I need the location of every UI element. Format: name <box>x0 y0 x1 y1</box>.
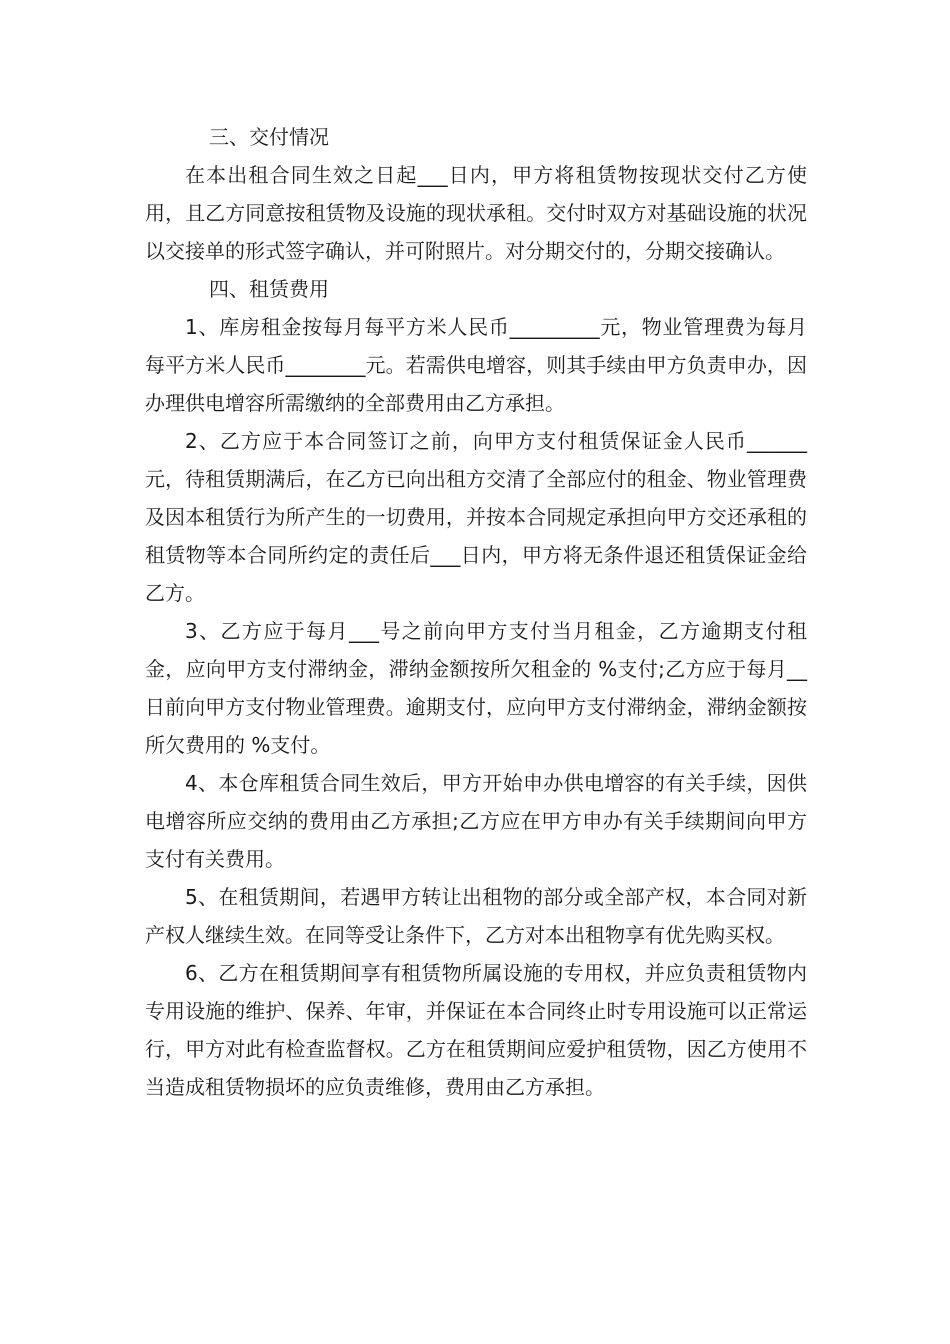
paragraph-clause-6: 6、乙方在租赁期间享有租赁物所属设施的专用权，并应负责租赁物内专用设施的维护、保养、年审，并保证在本合同终止时专用设施可以正常运行，甲方对此有检查监督权。乙方在租赁期间应爱护租赁物，因乙方使用不当造成租赁物损坏的应负责维修，费用由乙方承担。 <box>145 961 807 1099</box>
paragraph-clause-1: 1、库房租金按每月每平方米人民币_________元，物业管理费为每月每平方米人民币________元。若需供电增容，则其手续由甲方负责申办，因办理供电增容所需缴纳的全部费用由乙方承担。 <box>145 315 807 415</box>
paragraph-clause-5: 5、在租赁期间，若遇甲方转让出租物的部分或全部产权，本合同对新产权人继续生效。在同等受让条件下，乙方对本出租物享有优先购买权。 <box>145 885 807 947</box>
document-body <box>145 118 807 1106</box>
paragraph-clause-2: 2、乙方应于本合同签订之前，向甲方支付租赁保证金人民币______元，待租赁期满后，在乙方已向出租方交清了全部应付的租金、物业管理费及因本租赁行为所产生的一切费用，并按本合同规定承担向甲方交还承租的租赁物等本合同所约定的责任后___日内，甲方将无条件退还租赁保证金给乙方。 <box>145 429 807 605</box>
paragraph-delivery-terms: 在本出租合同生效之日起___日内，甲方将租赁物按现状交付乙方使用，且乙方同意按租赁物及设施的现状承租。交付时双方对基础设施的状况以交接单的形式签字确认，并可附照片。对分期交付的，分期交接确认。 <box>145 163 807 263</box>
paragraph-clause-3: 3、乙方应于每月___号之前向甲方支付当月租金，乙方逾期支付租金，应向甲方支付滞纳金，滞纳金额按所欠租金的 %支付;乙方应于每月__日前向甲方支付物业管理费。逾期支付，应向甲方支付滞纳金，滞纳金额按所欠费用的 %支付。 <box>145 619 807 757</box>
paragraph-clause-4: 4、本仓库租赁合同生效后，甲方开始申办供电增容的有关手续，因供电增容所应交纳的费用由乙方承担;乙方应在甲方申办有关手续期间向甲方支付有关费用。 <box>145 771 807 871</box>
section-heading-rental-fees: 四、租赁费用 <box>209 277 329 301</box>
section-heading-delivery: 三、交付情况 <box>209 125 329 149</box>
